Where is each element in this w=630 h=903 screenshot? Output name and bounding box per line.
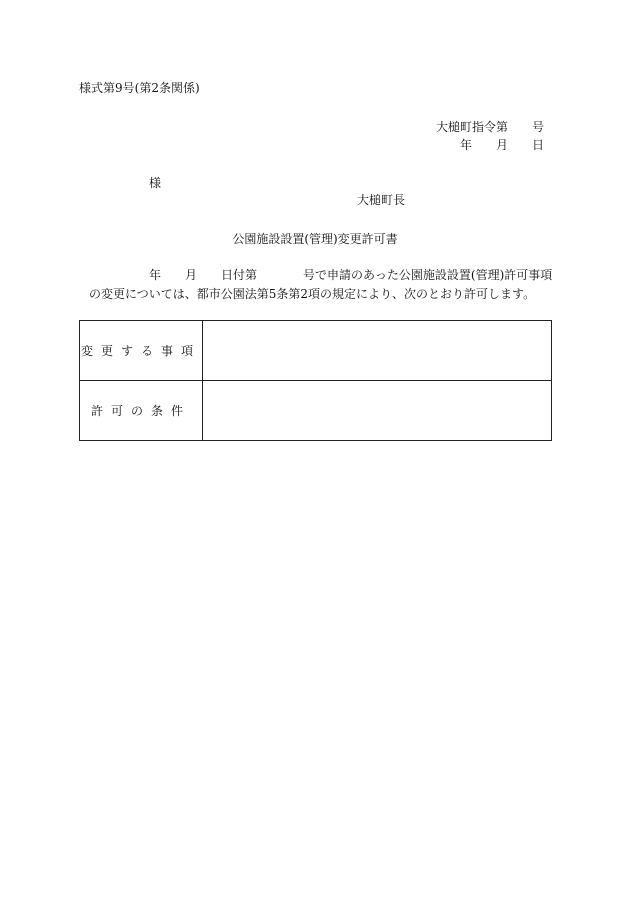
- notice-number-suffix: 号: [531, 120, 544, 134]
- issuer-name: 大槌町長: [356, 193, 405, 207]
- permit-conditions-label: 許可の条件: [80, 381, 203, 441]
- notice-number: [436, 120, 544, 134]
- form-number: 様式第9号(第2条関係): [79, 81, 200, 95]
- terms-table: [79, 320, 552, 441]
- date-day: 日: [531, 138, 544, 152]
- notice-number-prefix: 大槌町指令第: [435, 120, 508, 134]
- changed-items-label: 変更する事項: [80, 321, 203, 381]
- permit-conditions-value: [203, 381, 552, 441]
- date-month: 月: [495, 138, 508, 152]
- body-line-1: [149, 268, 552, 282]
- document-title: 公園施設設置(管理)変更許可書: [232, 232, 398, 246]
- body-year: 年: [149, 268, 162, 282]
- body-month: 月: [185, 268, 198, 282]
- table-row: [80, 321, 552, 381]
- table-row: [80, 381, 552, 441]
- addressee-suffix: 様: [149, 176, 162, 190]
- body-number-text: 号で申請のあった公園施設設置(管理)許可事項: [303, 268, 553, 282]
- date-year: 年: [459, 138, 472, 152]
- notice-date: [460, 138, 544, 152]
- body-line-2: の変更については、都市公園法第5条第2項の規定により、次のとおり許可します。: [89, 287, 536, 301]
- changed-items-value: [203, 321, 552, 381]
- body-day-ref: 日付第: [221, 268, 258, 282]
